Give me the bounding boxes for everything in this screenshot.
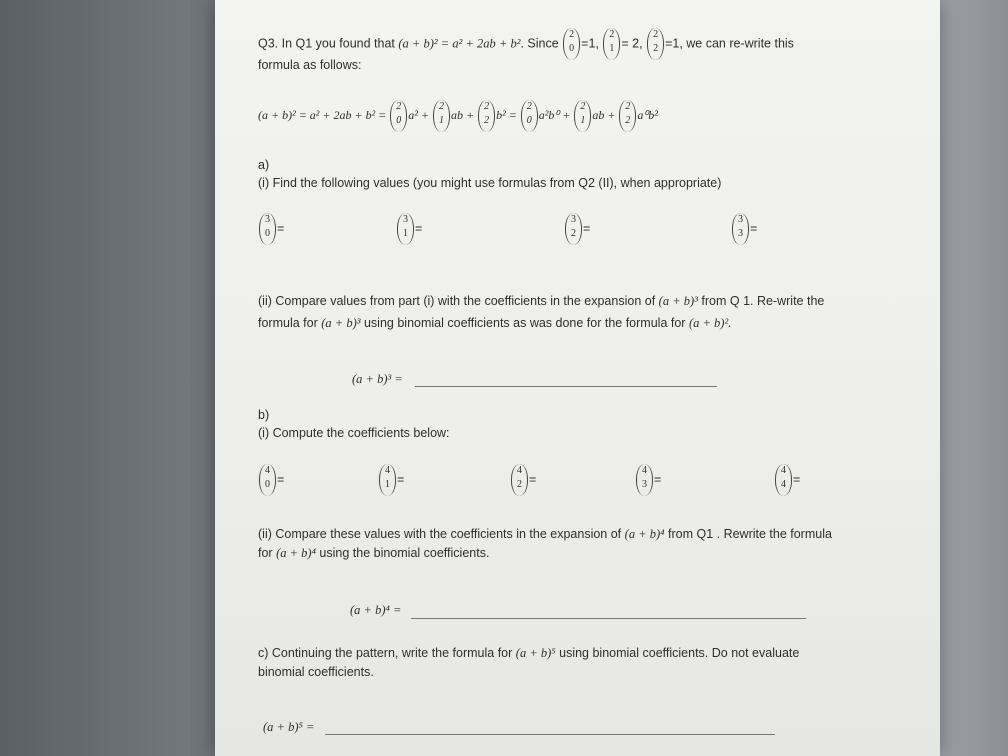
binomial-item-4-1: 4 1 = bbox=[378, 464, 404, 496]
formula-term-ab2: ab + bbox=[592, 107, 616, 122]
formula-binomial-2-0: 2 0 bbox=[390, 100, 407, 132]
part-b-ii-line-2: for (a + b)⁴ using the binomial coefficients. bbox=[258, 546, 490, 560]
formula-binomial-2-1b: 2 1 bbox=[574, 100, 591, 132]
binomial-item-3-2: 3 2 = bbox=[564, 213, 590, 245]
q3-eq2-text: = 2, bbox=[621, 36, 643, 51]
q3-since-text: . Since bbox=[520, 36, 559, 51]
part-b-i-instructions: (i) Compute the coefficients below: bbox=[258, 426, 450, 440]
binomial-item-4-4: 4 4 = bbox=[774, 464, 800, 496]
q3-eq3-text: =1, we can re-write this bbox=[665, 36, 794, 51]
q3-expanded-formula bbox=[258, 100, 658, 132]
part-b-label: b) bbox=[258, 408, 270, 422]
part-c-answer-line[interactable] bbox=[325, 734, 775, 735]
desk-background-left bbox=[0, 0, 190, 756]
part-a-answer-line[interactable] bbox=[415, 386, 717, 387]
binomial-item-4-2: 4 2 = bbox=[510, 464, 536, 496]
part-c-line-2: binomial coefficients. bbox=[258, 665, 374, 679]
formula-term-a0b2: a⁰b² bbox=[637, 107, 658, 122]
q3-line-2: formula as follows: bbox=[258, 58, 362, 72]
binomial-item-4-3: 4 3 = bbox=[635, 464, 661, 496]
binomial-item-3-0: 3 0 = bbox=[258, 213, 284, 245]
q3-lead-expression: (a + b)² = a² + 2ab + b² bbox=[398, 36, 521, 51]
formula-term-ab: ab + bbox=[450, 107, 475, 122]
part-a-i-instructions: (i) Find the following values (you might use formulas from Q2 (II), when appropriate) bbox=[258, 176, 722, 190]
part-b-answer-line[interactable] bbox=[411, 618, 806, 619]
part-a-ii-line-2: formula for (a + b)³ using binomial coefficients as was done for the formula for (a + b)². bbox=[258, 316, 732, 330]
binomial-item-4-0: 4 0 = bbox=[258, 464, 284, 496]
binomial-item-3-3: 3 3 = bbox=[731, 213, 757, 245]
worksheet-page bbox=[215, 0, 940, 756]
formula-binomial-2-1: 2 1 bbox=[433, 100, 450, 132]
desk-background-right bbox=[938, 0, 1008, 756]
part-a-answer-label: (a + b)³ = bbox=[352, 372, 403, 386]
q3-intro-line bbox=[258, 28, 794, 60]
formula-term-a2b0: a²b⁰ + bbox=[538, 107, 571, 122]
part-b-answer-label: (a + b)⁴ = bbox=[350, 603, 402, 617]
formula-lhs: (a + b)² = a² + 2ab + b² = bbox=[258, 107, 387, 122]
formula-binomial-2-2: 2 2 bbox=[478, 100, 495, 132]
part-b-ii-line-1: (ii) Compare these values with the coefficients in the expansion of (a + b)⁴ from Q1 . Rewrite the formula bbox=[258, 527, 832, 541]
part-c-line-1: c) Continuing the pattern, write the formula for (a + b)⁵ using binomial coefficients. Do not evaluate bbox=[258, 646, 800, 660]
formula-term-b2: b² = bbox=[496, 107, 517, 122]
part-a-label: a) bbox=[258, 158, 270, 172]
formula-binomial-2-0b: 2 0 bbox=[521, 100, 538, 132]
part-c-answer-label: (a + b)⁵ = bbox=[263, 720, 315, 734]
binomial-item-3-1: 3 1 = bbox=[396, 213, 422, 245]
formula-binomial-2-2b: 2 2 bbox=[619, 100, 636, 132]
formula-term-a2: a² + bbox=[408, 107, 429, 122]
q3-eq1-text: =1, bbox=[581, 36, 599, 51]
binomial-2-0: 2 0 bbox=[563, 28, 580, 60]
binomial-2-2: 2 2 bbox=[647, 28, 664, 60]
q3-lead-text: Q3. In Q1 you found that bbox=[258, 36, 395, 51]
part-a-ii-line-1: (ii) Compare values from part (i) with the coefficients in the expansion of (a + b)³ from Q 1. Re-write the bbox=[258, 294, 825, 308]
binomial-2-1: 2 1 bbox=[603, 28, 620, 60]
